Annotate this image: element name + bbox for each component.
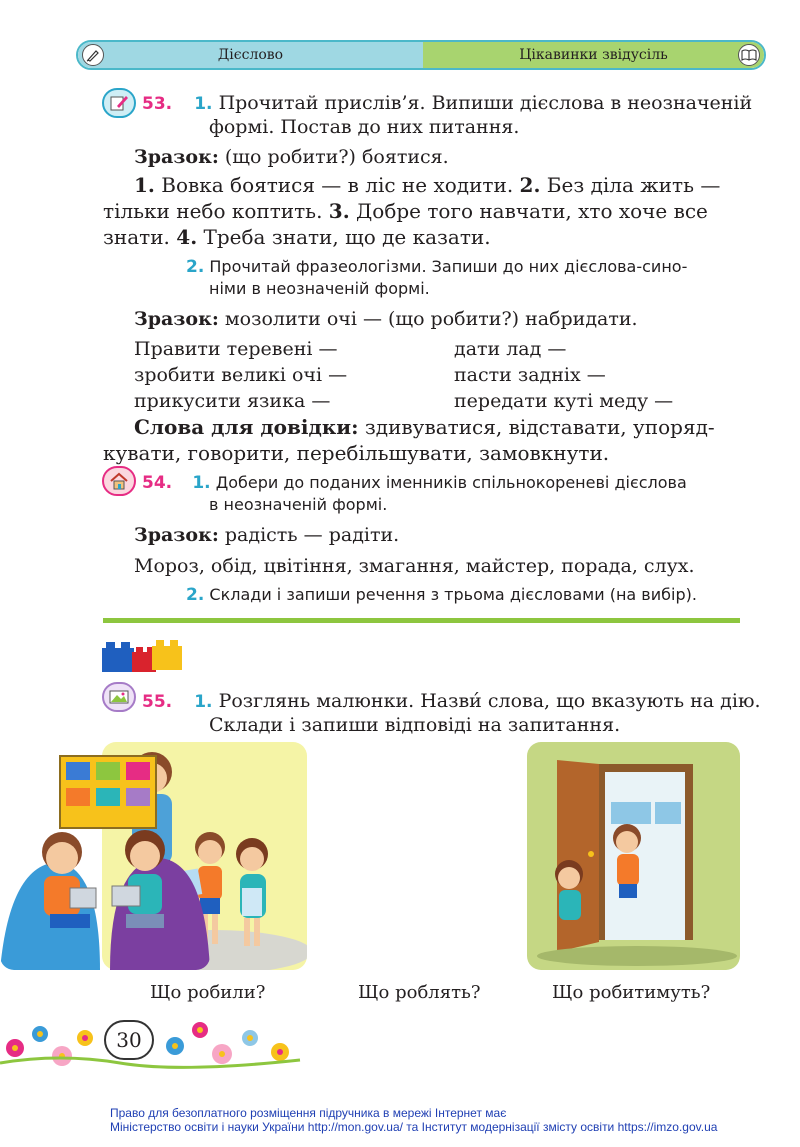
ex53-task2-text1: Прочитай фразеологізми. Запиши до них дієслова-сино- xyxy=(209,257,688,276)
home-task-icon xyxy=(102,466,136,496)
header-right-title: Цікавинки звідусіль xyxy=(519,47,668,63)
proverb-text: Добре того навчати, хто хоче все xyxy=(349,199,708,223)
idiom-left: прикусити язика — xyxy=(134,390,331,412)
section-divider xyxy=(103,618,740,623)
ex55-task1-text1: Розглянь малюнки. Назви́ слова, що вказують на дію. xyxy=(218,690,761,712)
ex54-words: Мороз, обід, цвітіння, змагання, майстер, порада, слух. xyxy=(134,555,695,577)
proverb-text: тільки небо коптить. xyxy=(103,199,329,223)
ex53-task1-number: 1. xyxy=(194,94,213,114)
proverb-number: 3. xyxy=(328,199,350,223)
ex55-task1-line1 xyxy=(142,688,761,715)
proverb-text: Треба знати, що де казати. xyxy=(197,225,491,249)
ex54-task1-number: 1. xyxy=(192,473,211,493)
ex54-task2-text: Склади і запиши речення з трьома дієсловами (на вибір). xyxy=(209,585,697,604)
header-section-right xyxy=(423,42,764,68)
illustration-children-tablets xyxy=(0,742,210,970)
proverb-number: 4. xyxy=(176,225,198,249)
idiom-right: пасти задніх — xyxy=(454,364,606,386)
book-icon xyxy=(738,44,760,66)
lego-blocks-icon xyxy=(102,638,184,678)
caption: Що робили? xyxy=(150,982,266,1003)
idiom-right: дати лад — xyxy=(454,338,567,360)
idiom-left: зробити великі очі — xyxy=(134,364,348,386)
ex54-task1-line1 xyxy=(142,472,687,494)
sample-text: мозолити очі — (що робити?) набридати. xyxy=(218,308,638,330)
sample-text: (що робити?) боятися. xyxy=(218,146,449,168)
proverb-number: 1. xyxy=(134,173,155,197)
ex55-task1-number: 1. xyxy=(194,692,213,712)
proverb-text: Вовка боятися — в ліс не ходити. xyxy=(154,173,520,197)
sample-label: Зразок: xyxy=(134,308,219,330)
picture-task-icon xyxy=(102,682,136,712)
ex53-sample xyxy=(134,144,449,170)
reference-words-line2: кувати, говорити, перебільшувати, замовкнути. xyxy=(103,441,610,465)
header-section-left xyxy=(78,42,423,68)
ex53-task1-text1: Прочитай прислів’я. Випиши дієслова в неозначеній xyxy=(218,92,753,114)
reference-words-line1 xyxy=(134,414,715,440)
caption: Що роблять? xyxy=(358,982,481,1003)
ex53-number: 53. xyxy=(142,94,173,114)
ex54-task1-text1: Добери до поданих іменників спільнокореневі дієслова xyxy=(215,473,687,492)
footer-line1: Право для безоплатного розміщення підручника в мережі Інтернет має xyxy=(110,1106,507,1120)
proverb-text: знати. xyxy=(103,225,177,249)
sample-label: Зразок: xyxy=(134,146,219,168)
ex53-task1-line1 xyxy=(142,90,752,117)
footer-line2: Міністерство освіти і науки України http://mon.gov.ua/ та Інститут модернізації змісту освіти https://imzo.gov.ua xyxy=(110,1120,718,1134)
ex54-sample xyxy=(134,522,399,548)
illustration-children-door xyxy=(527,742,740,970)
proverbs-line3 xyxy=(103,224,491,250)
proverbs-line1 xyxy=(134,172,720,198)
ex54-task1-text2: в неозначеній формі. xyxy=(209,495,388,514)
idiom-left: Правити теревені — xyxy=(134,338,338,360)
proverb-text: Без діла жить — xyxy=(540,173,721,197)
sample-label: Зразок: xyxy=(134,524,219,546)
proverbs-line2 xyxy=(103,198,708,224)
ex53-sample2 xyxy=(134,306,638,332)
page-header xyxy=(76,40,766,70)
flowers-decoration xyxy=(0,1008,310,1082)
footer-notice xyxy=(110,1106,717,1134)
ex55-number: 55. xyxy=(142,692,173,712)
ex53-task2-text2: німи в неозначеній формі. xyxy=(209,279,430,298)
caption: Що робитимуть? xyxy=(552,982,711,1003)
ex55-task1-text2: Склади і запиши відповіді на запитання. xyxy=(209,714,621,736)
ex54-number: 54. xyxy=(142,473,173,493)
ex53-task2-number: 2. xyxy=(186,257,205,277)
idiom-right: передати куті меду — xyxy=(454,390,674,412)
write-task-icon xyxy=(102,88,136,118)
reference-text: здивуватися, відставати, упоряд- xyxy=(358,415,715,439)
ex54-task2-number: 2. xyxy=(186,585,205,605)
proverb-number: 2. xyxy=(519,173,541,197)
ex53-task2-line1 xyxy=(186,256,687,278)
ex53-task1-text2: формі. Постав до них питання. xyxy=(209,116,520,138)
page-number: 30 xyxy=(104,1020,154,1060)
sample-text: радість — радіти. xyxy=(218,524,400,546)
ex54-task2 xyxy=(186,584,697,606)
pen-icon xyxy=(82,44,104,66)
reference-label: Слова для довідки: xyxy=(134,415,359,439)
header-left-title: Дієслово xyxy=(217,47,284,63)
